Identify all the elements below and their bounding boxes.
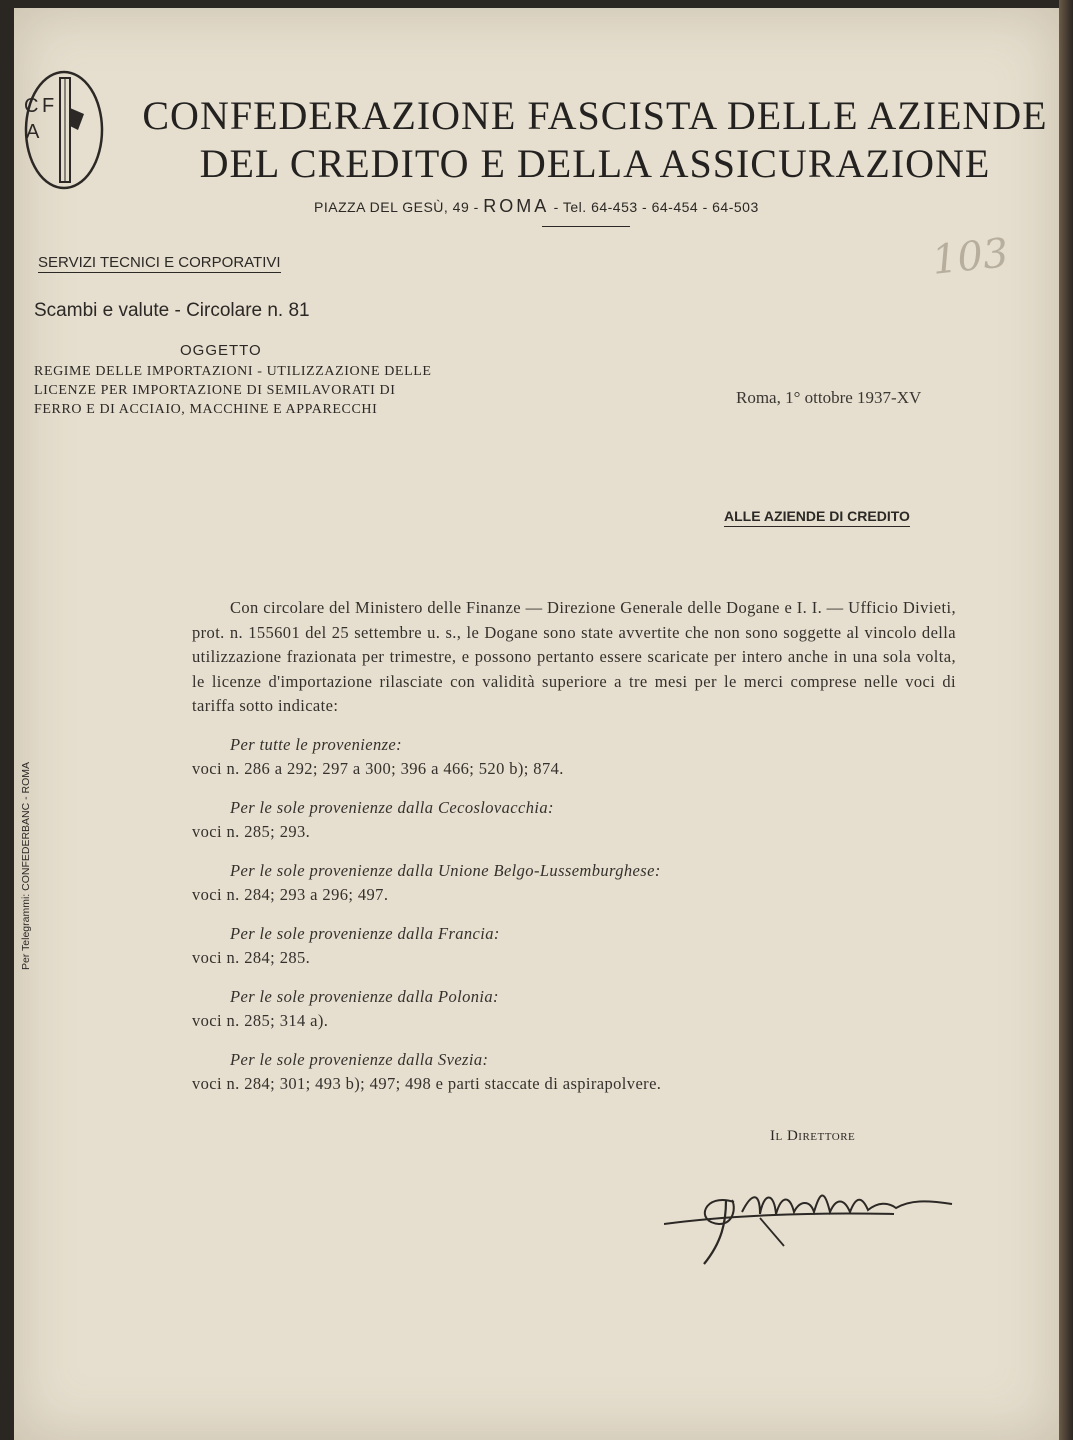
tariff-items: voci n. 284; 285. — [192, 948, 311, 967]
address-street: PIAZZA DEL GESÙ, 49 - — [314, 199, 479, 215]
director-signature — [664, 1162, 954, 1272]
tariff-group — [192, 796, 956, 845]
subject-label: OGGETTO — [180, 342, 262, 359]
document-page — [14, 8, 1060, 1440]
origin-label: Per le sole provenienze dalla Francia: — [230, 923, 500, 943]
closing-title: Il Direttore — [770, 1128, 856, 1144]
subject-text: REGIME DELLE IMPORTAZIONI - UTILIZZAZIONE DELLE LICENZE PER IMPORTAZIONE DI SEMILAVORATI DI FERRO E DI ACCIAIO, MACCHINE E APPARECCHI — [34, 364, 432, 417]
svg-text:F: F — [42, 95, 55, 117]
department-label: SERVIZI TECNICI E CORPORATIVI — [38, 254, 281, 271]
tariff-group — [192, 1048, 956, 1097]
address-phone: - Tel. 64-453 - 64-454 - 64-503 — [553, 199, 759, 215]
organization-name — [130, 92, 1060, 188]
circular-reference: Scambi e valute - Circolare n. 81 — [34, 300, 310, 321]
tariff-group — [192, 985, 956, 1034]
tariff-items: voci n. 285; 314 a). — [192, 1011, 329, 1030]
origin-label: Per le sole provenienze dalla Polonia: — [230, 986, 499, 1006]
binding-edge — [1059, 0, 1073, 1440]
svg-text:C: C — [24, 95, 39, 117]
origin-label: Per le sole provenienze dalla Cecoslovacchia: — [230, 797, 554, 817]
intro-paragraph: Con circolare del Ministero delle Finanze — Direzione Generale delle Dogane e I. I. — Ufficio Divieti, prot. n. 155601 del 25 settembre u. s., le Dogane sono state avvertite che non sono soggette al vincolo della utilizzazione frazionata per trimestre, e possono pertanto essere scaricate per intero anche in una sola volta, le licenze d'importazione rilasciate con validità superiore a tre mesi per le merci comprese nelle voci di tariffa sotto indicate: — [192, 598, 956, 715]
tariff-group — [192, 922, 956, 971]
tariff-items: voci n. 285; 293. — [192, 822, 311, 841]
tariff-items: voci n. 284; 293 a 296; 497. — [192, 885, 389, 904]
place-and-date: Roma, 1° ottobre 1937-XV — [736, 388, 922, 407]
telegram-address-text: Per Telegrammi: CONFEDERBANC - ROMA — [20, 761, 32, 971]
origin-label: Per tutte le provenienze: — [230, 734, 403, 754]
tariff-group — [192, 733, 956, 782]
header-divider — [542, 226, 630, 227]
confederation-logo-emblem — [20, 68, 104, 192]
tariff-items: voci n. 286 a 292; 297 a 300; 396 a 466; 520 b); 874. — [192, 759, 564, 778]
recipient: ALLE AZIENDE DI CREDITO — [724, 508, 910, 527]
handwritten-page-number: 103 — [929, 230, 1011, 284]
svg-text:A: A — [26, 121, 40, 143]
tariff-items: voci n. 284; 301; 493 b); 497; 498 e parti staccate di aspirapolvere. — [192, 1074, 662, 1093]
tariff-group — [192, 859, 956, 908]
letter-body — [192, 596, 956, 1097]
telegram-address-stamp — [14, 720, 32, 1020]
origin-label: Per le sole provenienze dalla Svezia: — [230, 1049, 489, 1069]
organization-name-line2: DEL CREDITO E DELLA ASSICURAZIONE — [199, 141, 991, 186]
organization-address — [314, 196, 759, 217]
organization-name-line1: CONFEDERAZIONE FASCISTA DELLE AZIENDE — [142, 93, 1048, 138]
origin-label: Per le sole provenienze dalla Unione Belgo-Lussemburghese: — [230, 860, 661, 880]
address-city: ROMA — [483, 196, 550, 216]
